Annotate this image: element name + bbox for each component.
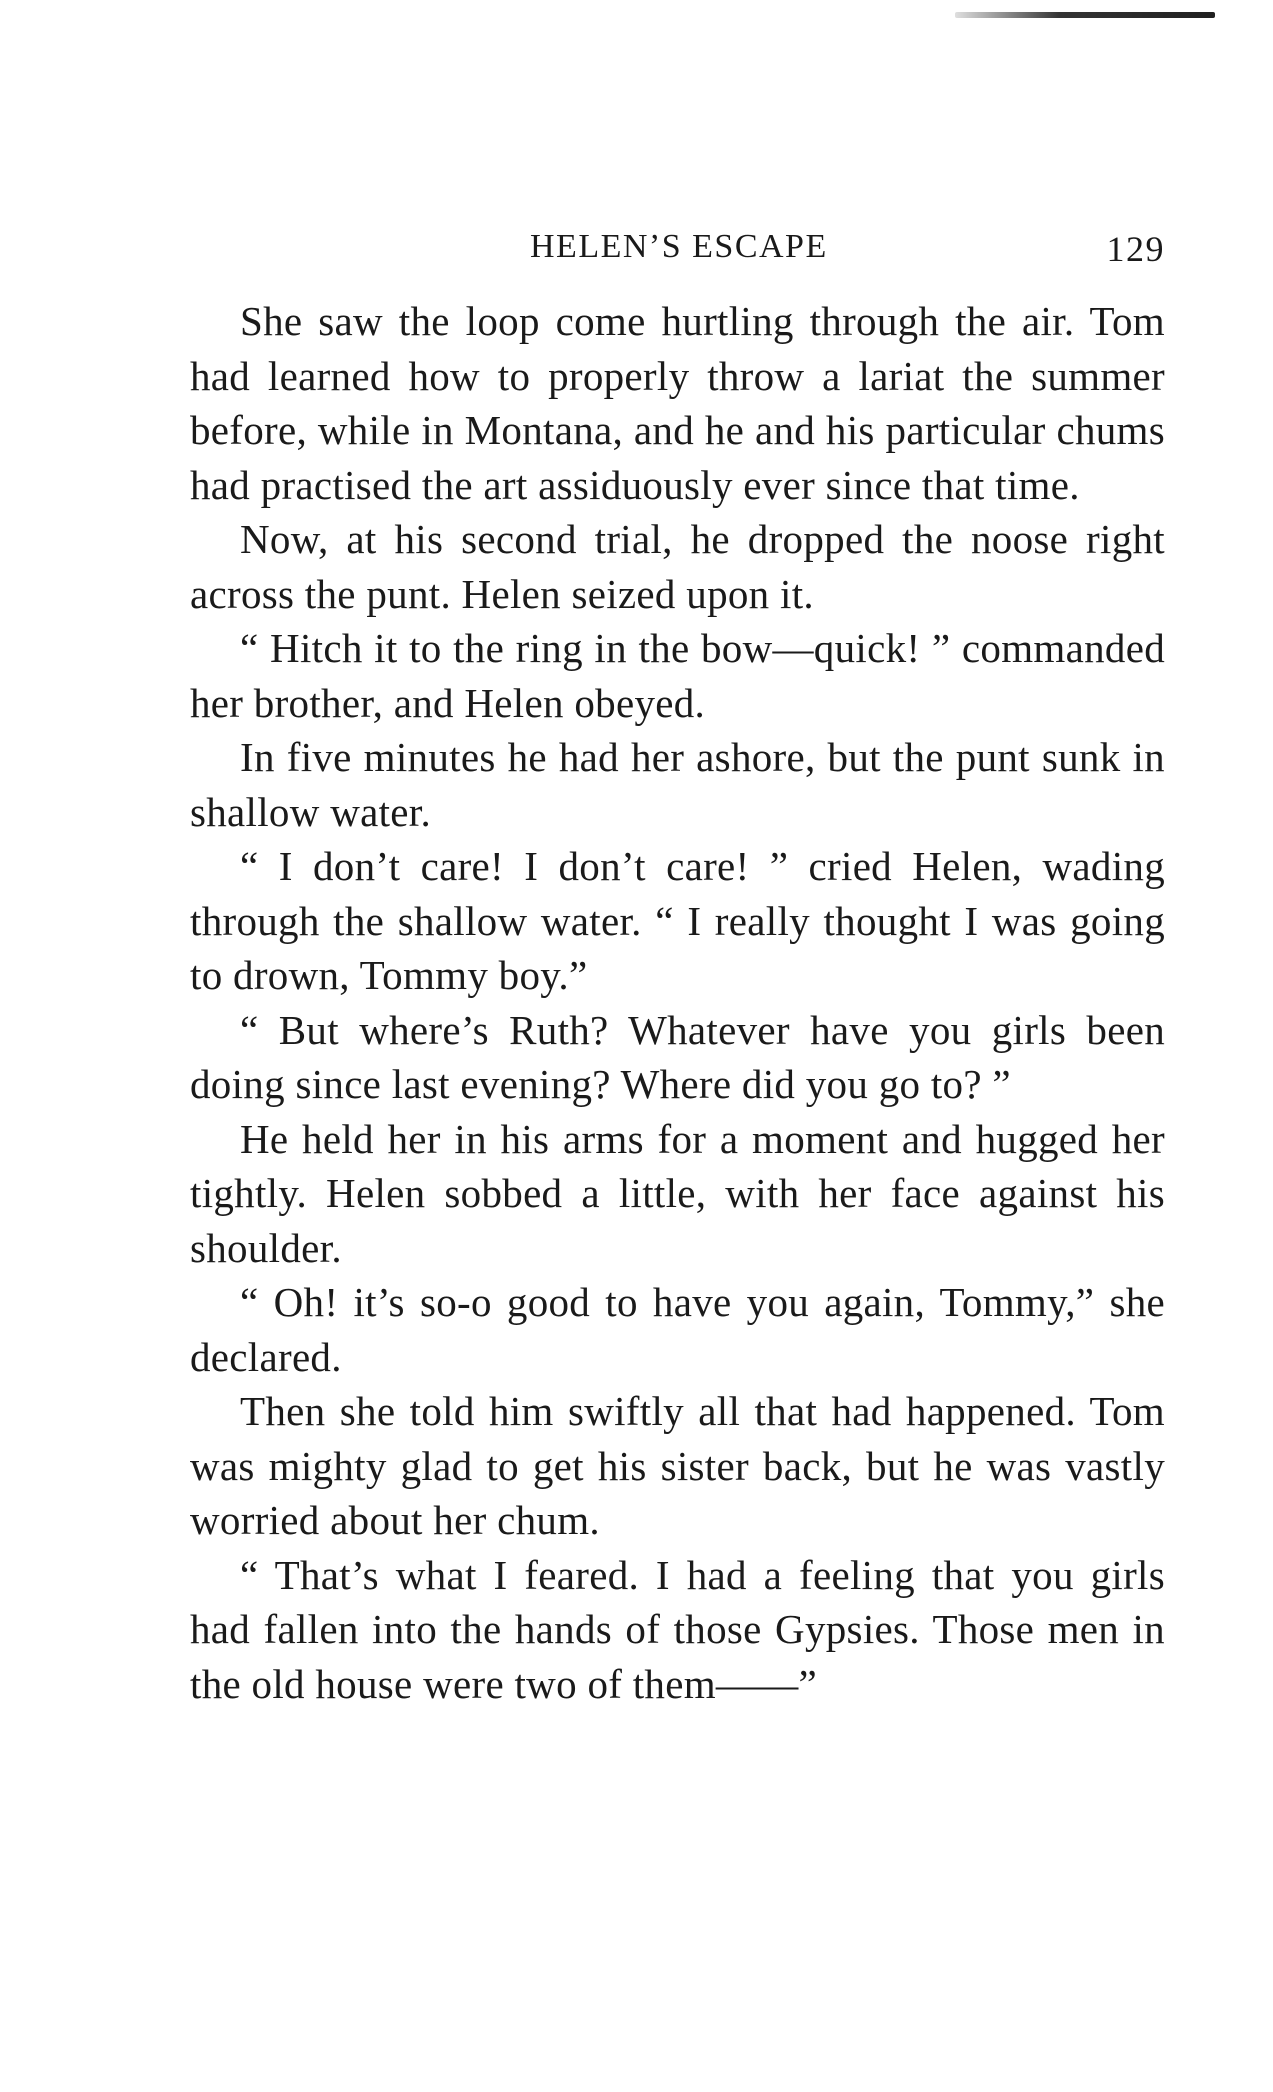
paragraph: In five minutes he had her ashore, but the punt sunk in shallow water. [190,734,1165,835]
paragraph: She saw the loop come hurtling through the air. Tom had learned how to properly throw a lariat the summer before, while in Montana, and he and his particular chums had practised the art assiduously ever since that time. [190,298,1165,508]
paragraph: “ But where’s Ruth? Whatever have you girls been doing since last evening? Where did you go to? ” [190,1006,1165,1107]
paragraph: “ I don’t care! I don’t care! ” cried Helen, wading through the shallow water. “ I really thought I was going to drown, Tommy boy.” [190,843,1165,998]
paragraph: “ Hitch it to the ring in the bow—quick! ” commanded her brother, and Helen obeyed. [190,625,1165,726]
paragraph: “ That’s what I feared. I had a feeling that you girls had fallen into the hands of those Gypsies. Those men in the old house were two of them——” [190,1551,1165,1707]
book-page [190,228,1165,1711]
running-head [190,228,1165,278]
paragraph: Then she told him swiftly all that had happened. Tom was mighty glad to get his sister back, but he was vastly worried about her chum. [190,1388,1165,1543]
body-text [190,294,1165,1711]
page-number: 129 [1106,229,1165,269]
running-title: HELEN’S ESCAPE [530,228,828,265]
scan-artifact-mark [955,12,1215,18]
paragraph: “ Oh! it’s so-o good to have you again, Tommy,” she declared. [190,1279,1165,1380]
paragraph: He held her in his arms for a moment and hugged her tightly. Helen sobbed a little, with her face against his shoulder. [190,1115,1165,1271]
paragraph: Now, at his second trial, he dropped the noose right across the punt. Helen seized upon it. [190,516,1165,617]
